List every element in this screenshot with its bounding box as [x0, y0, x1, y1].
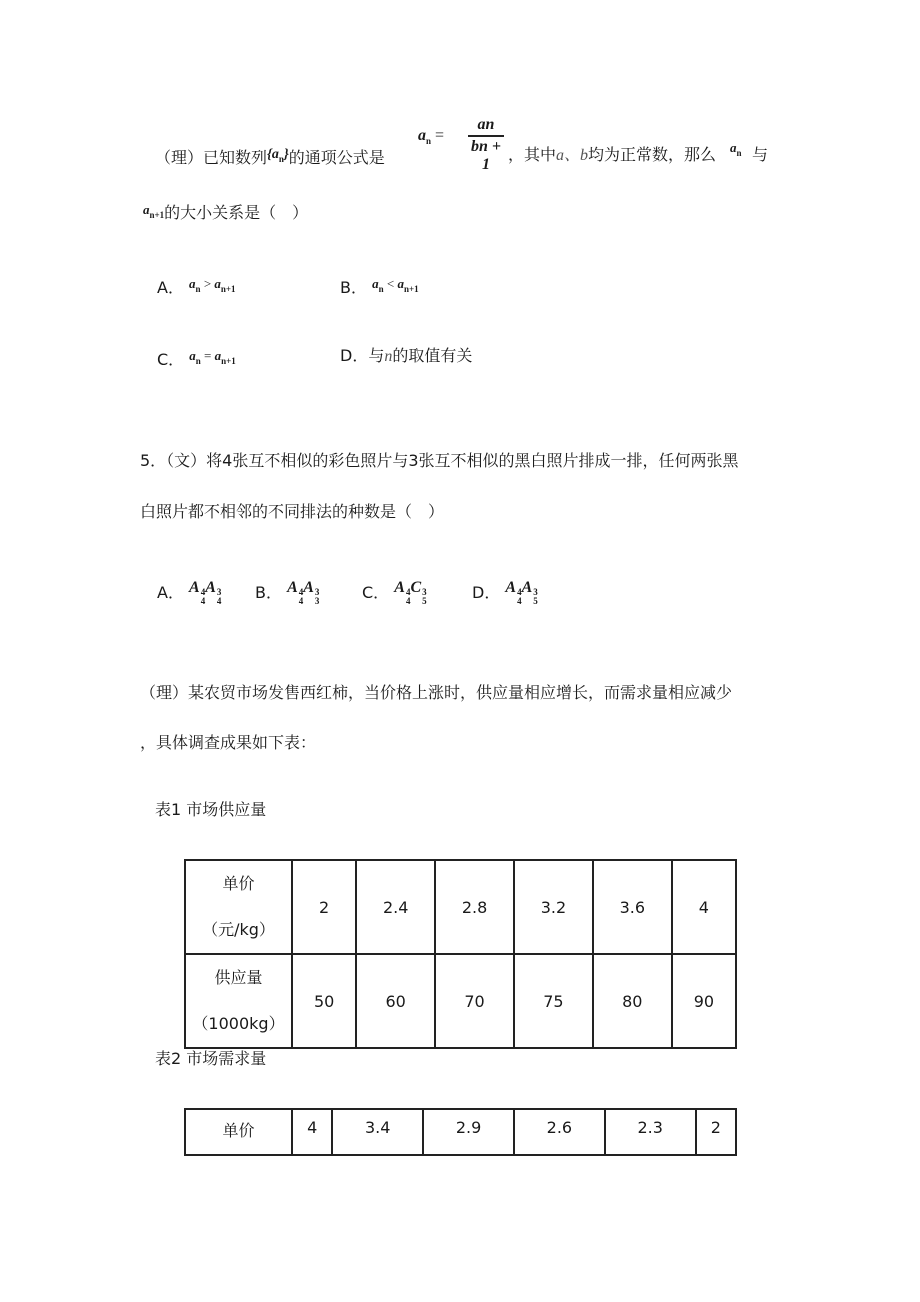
- table-cell: 3.6: [593, 860, 672, 954]
- table-cell: 60: [356, 954, 435, 1048]
- table-cell: 3.4: [332, 1109, 423, 1155]
- q4-formula-denominator: bn + 1: [470, 137, 501, 173]
- table-cell: 80: [593, 954, 672, 1048]
- table-cell: 2: [696, 1109, 736, 1155]
- table-header-cell: 单价: [185, 1109, 292, 1155]
- table-row: [185, 1109, 736, 1155]
- table-cell: 2: [292, 860, 356, 954]
- table-row: [185, 860, 736, 954]
- q4-option-a: A． $^{a_n > a_{n+1}}$: [157, 276, 236, 297]
- table-cell: 4: [672, 860, 736, 954]
- q4-var-b: b: [580, 147, 589, 164]
- q4-option-c: C． $^{a_n = a_{n+1}}$: [157, 348, 236, 369]
- q4-formula-fraction: [468, 116, 504, 174]
- q4-term1: $a_n$: [730, 140, 742, 158]
- q4-formula-numerator: an: [477, 116, 495, 133]
- q4-option-d: D．与n的取值有关: [340, 346, 473, 365]
- table2-caption: 表2 市场需求量: [155, 1049, 267, 1068]
- table-header-cell: 供应量 （1000kg）: [185, 954, 292, 1048]
- table-cell: 90: [672, 954, 736, 1048]
- q5-option-d: D． A 4 4 A 3 5: [472, 579, 538, 606]
- q4-formula-lhs: $a_n$ =: [418, 127, 445, 146]
- q4-line1-rest: [508, 145, 716, 166]
- table-cell: 2.6: [514, 1109, 605, 1155]
- q6-line2: ，具体调查成果如下表：: [140, 733, 317, 752]
- fraction-bar: [468, 135, 504, 137]
- q5-option-b: B． A 4 4 A 3 3: [255, 579, 320, 606]
- q4-line2-text: 的大小关系是（ ）: [164, 203, 309, 222]
- q4-mid-text: 的通项公式是: [288, 148, 385, 167]
- supply-table: [184, 859, 737, 1049]
- demand-table: [184, 1108, 737, 1156]
- table-cell: 2.3: [605, 1109, 696, 1155]
- q4-text-b: 均为正常数，那么: [588, 145, 717, 164]
- q6-line1: （理）某农贸市场发售西红柿，当价格上涨时，供应量相应增长，而需求量相应减少: [140, 683, 733, 702]
- q5-line2: 白照片都不相邻的不同排法的种数是（ ）: [140, 502, 445, 521]
- q4-seq-notation: $\{a_n\}$: [267, 147, 289, 164]
- table-cell: 70: [435, 954, 514, 1048]
- q4-sep: 、: [564, 147, 581, 164]
- table-cell: 75: [514, 954, 593, 1048]
- q4-text-a: ，其中: [508, 145, 557, 164]
- table-cell: 50: [292, 954, 356, 1048]
- q5-option-a: A． A 4 4 A 3 4: [157, 579, 222, 606]
- q4-text-c: 与: [752, 145, 769, 164]
- q4-prefix: （理）已知数列: [155, 148, 268, 167]
- table-cell: 3.2: [514, 860, 593, 954]
- table-cell: 2.4: [356, 860, 435, 954]
- q5-option-c: C． A 4 4 C 3 5: [362, 579, 427, 606]
- q4-line2: [143, 200, 308, 225]
- q4-option-b: B． $^{a_n < a_{n+1}}$: [340, 276, 419, 297]
- q4-line1: [155, 145, 385, 169]
- table-cell: 2.8: [435, 860, 514, 954]
- q4-term2: an+1: [143, 202, 165, 220]
- table-row: [185, 954, 736, 1048]
- table-cell: 4: [292, 1109, 332, 1155]
- q4-var-a: a: [556, 147, 565, 164]
- table-cell: 2.9: [423, 1109, 514, 1155]
- table-header-cell: 单价 （元/kg）: [185, 860, 292, 954]
- q5-line1: 5．（文）将4张互不相似的彩色照片与3张互不相似的黑白照片排成一排，任何两张黑: [140, 451, 739, 470]
- table1-caption: 表1 市场供应量: [155, 800, 267, 819]
